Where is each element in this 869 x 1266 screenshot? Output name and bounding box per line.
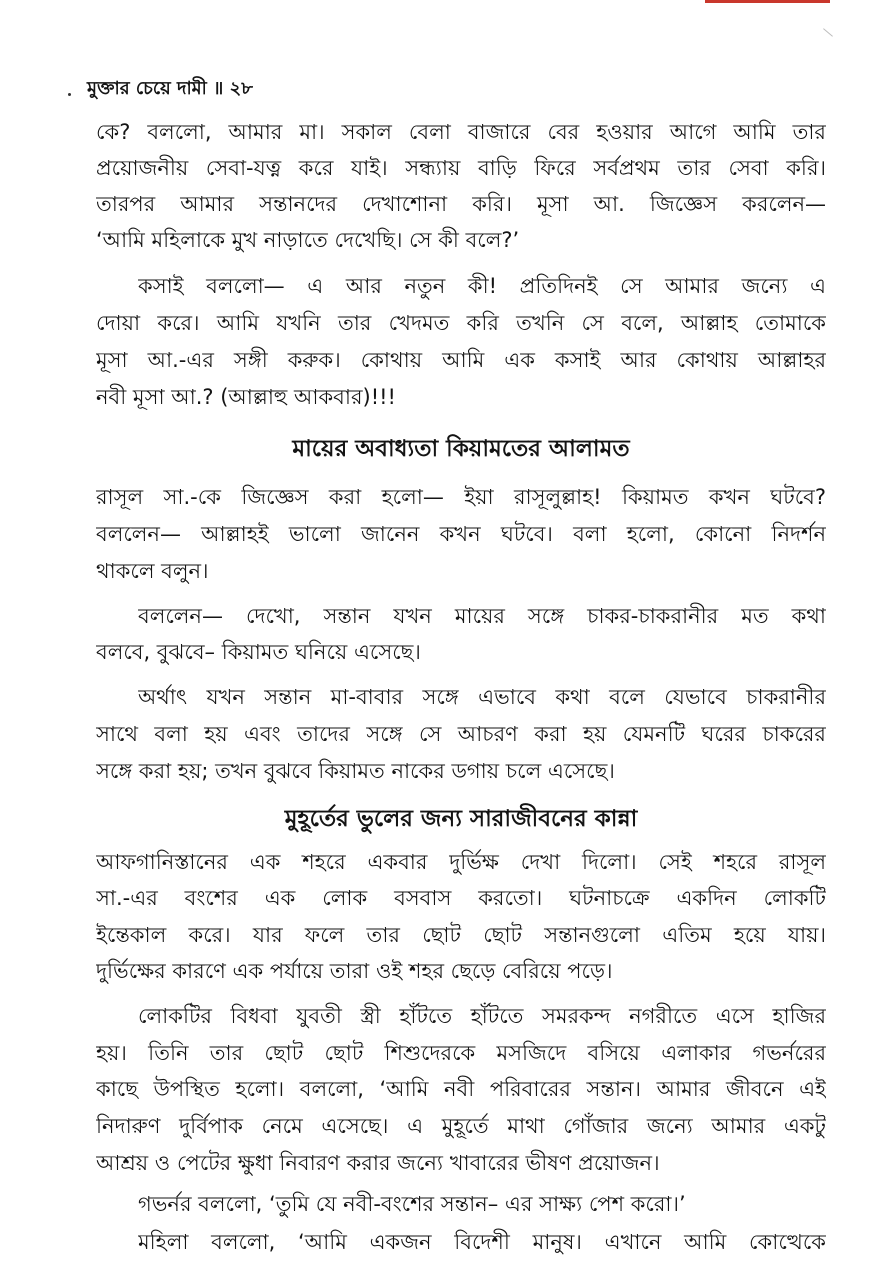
- text-line: প্রয়োজনীয় সেবা-যত্ন করে যাই। সন্ধ্যায় বাড়ি ফিরে সর্বপ্রথম তার সেবা করি।: [96, 156, 826, 180]
- top-edge-mark: [705, 0, 830, 3]
- text-line: নিদারুণ দুর্বিপাক নেমে এসেছে। এ মুহূর্তে মাথা গোঁজার জন্যে আমার একটু: [96, 1114, 826, 1138]
- text-line: কসাই বললো— এ আর নতুন কী! প্রতিদিনই সে আমার জন্যে এ: [138, 274, 826, 298]
- text-line: থাকলে বলুন।: [96, 559, 209, 583]
- text-line: সঙ্গে করা হয়; তখন বুঝবে কিয়ামত নাকের ডগায় চলে এসেছে।: [96, 759, 615, 783]
- text-line: কাছে উপস্থিত হলো। বললো, ‘আমি নবী পরিবারের সন্তান। আমার জীবনে এই: [96, 1077, 826, 1101]
- text-line: দোয়া করে। আমি যখনি তার খেদমত করি তখনি সে বলে, আল্লাহ তোমাকে: [96, 311, 826, 335]
- text-line: মূসা আ.-এর সঙ্গী করুক। কোথায় আমি এক কসাই আর কোথায় আল্লাহর: [96, 348, 826, 372]
- section-heading: মুহূর্তের ভুলের জন্য সারাজীবনের কান্না: [284, 806, 638, 832]
- text-line: সা.-এর বংশের এক লোক বসবাস করতো। ঘটনাচক্রে একদিন লোকটি: [96, 886, 826, 910]
- text-line: নবী মূসা আ.? (আল্লাহু আকবার)!!!: [96, 385, 396, 409]
- text-line: কে? বললো, আমার মা। সকাল বেলা বাজারে বের হওয়ার আগে আমি তার: [96, 120, 826, 144]
- text-line: লোকটির বিধবা যুবতী স্ত্রী হাঁটতে হাঁটতে সমরকন্দ নগরীতে এসে হাজির: [138, 1004, 826, 1028]
- text-line: অর্থাৎ যখন সন্তান মা-বাবার সঙ্গে এভাবে কথা বলে যেভাবে চাকরানীর: [138, 685, 826, 709]
- text-line: ইন্তেকাল করে। যার ফলে তার ছোট ছোট সন্তানগুলো এতিম হয়ে যায়।: [96, 923, 826, 947]
- text-line: তারপর আমার সন্তানদের দেখাশোনা করি। মূসা আ. জিজ্ঞেস করলেন—: [96, 192, 826, 216]
- text-line: ‘আমি মহিলাকে মুখ নাড়াতে দেখেছি। সে কী বলে?’: [96, 228, 520, 252]
- corner-scratch-mark: [823, 28, 833, 36]
- text-line: আশ্রয় ও পেটের ক্ষুধা নিবারণ করার জন্যে খাবারের ভীষণ প্রয়োজন।: [96, 1151, 660, 1175]
- text-line: আফগানিস্তানের এক শহরে একবার দুর্ভিক্ষ দেখা দিলো। সেই শহরে রাসূল: [96, 850, 826, 874]
- text-line: দুর্ভিক্ষের কারণে এক পর্যায়ে তারা ওই শহর ছেড়ে বেরিয়ে পড়ে।: [96, 959, 613, 983]
- section-heading: মায়ের অবাধ্যতা কিয়ামতের আলামত: [292, 436, 630, 462]
- text-line: হয়। তিনি তার ছোট ছোট শিশুদেরকে মসজিদে বসিয়ে এলাকার গভর্নরের: [96, 1041, 826, 1065]
- text-line: বলবে, বুঝবে– কিয়ামত ঘনিয়ে এসেছে।: [96, 640, 421, 664]
- text-line: বললেন— আল্লাহই ভালো জানেন কখন ঘটবে। বলা হলো, কোনো নিদর্শন: [96, 522, 826, 546]
- text-line: বললেন— দেখো, সন্তান যখন মায়ের সঙ্গে চাকর-চাকরানীর মত কথা: [138, 604, 826, 628]
- text-line: মহিলা বললো, ‘আমি একজন বিদেশী মানুষ। এখানে আমি কোত্থেকে: [138, 1230, 826, 1254]
- text-line: গভর্নর বললো, ‘তুমি যে নবী-বংশের সন্তান– এর সাক্ষ্য পেশ করো।’: [138, 1192, 686, 1216]
- page-header: মুক্তার চেয়ে দামী ॥ ২৮: [87, 78, 253, 99]
- header-bullet-dot: [68, 93, 71, 96]
- text-line: সাথে বলা হয় এবং তাদের সঙ্গে সে আচরণ করা হয় যেমনটি ঘরের চাকরের: [96, 722, 826, 746]
- text-line: রাসূল সা.-কে জিজ্ঞেস করা হলো— ইয়া রাসূলুল্লাহ! কিয়ামত কখন ঘটবে?: [96, 485, 826, 509]
